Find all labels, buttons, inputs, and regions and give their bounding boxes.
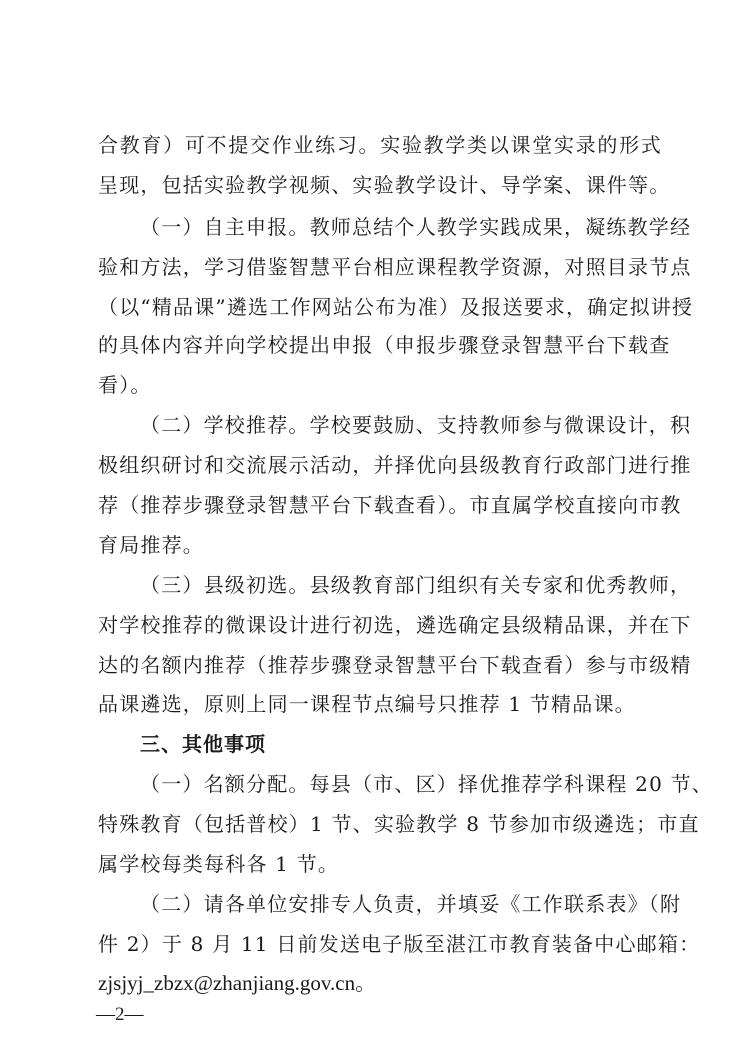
paragraph-line: 验和方法，学习借鉴智慧平台相应课程教学资源，对照目录节点 [98, 255, 692, 279]
paragraph-line: （一）自主申报。教师总结个人教学实践成果，凝练教学经 [140, 215, 692, 239]
paragraph-line: （一）名额分配。每县（市、区）择优推荐学科课程 20 节、 [140, 772, 713, 796]
paragraph-line: （二）学校推荐。学校要鼓励、支持教师参与微课设计，积 [140, 413, 692, 437]
paragraph-line: （以“精品课”遴选工作网站公布为准）及报送要求，确定拟讲授 [98, 295, 694, 319]
paragraph-line: 对学校推荐的微课设计进行初选，遴选确定县级精品课，并在下 [98, 613, 692, 637]
section-heading: 三、其他事项 [140, 732, 266, 756]
paragraph-line: 极组织研讨和交流展示活动，并择优向县级教育行政部门进行推 [98, 453, 692, 477]
paragraph-line: 品课遴选，原则上同一课程节点编号只推荐 1 节精品课。 [98, 692, 636, 716]
paragraph-line: 育局推荐。 [98, 533, 204, 557]
paragraph-line: 达的名额内推荐（推荐步骤登录智慧平台下载查看）参与市级精 [98, 653, 692, 677]
paragraph-line: 呈现，包括实验教学视频、实验教学设计、导学案、课件等。 [98, 173, 671, 197]
paragraph-line: 属学校每类每科各 1 节。 [98, 852, 340, 876]
paragraph-line: 的具体内容并向学校提出申报（申报步骤登录智慧平台下载查 [98, 333, 671, 357]
paragraph-line: （二）请各单位安排专人负责，并填妥《工作联系表》（附 [140, 892, 682, 916]
paragraph-line: 件 2）于 8 月 11 日前发送电子版至湛江市教育装备中心邮箱： [98, 932, 701, 956]
paragraph-line: 特殊教育（包括普校）1 节、实验教学 8 节参加市级遴选；市直 [98, 812, 700, 836]
page-number: —2— [96, 1004, 144, 1025]
paragraph-line: （三）县级初选。县级教育部门组织有关专家和优秀教师， [140, 573, 692, 597]
paragraph-line: 合教育）可不提交作业练习。实验教学类以课堂实录的形式 [98, 133, 662, 157]
paragraph-line: 看）。 [98, 373, 152, 397]
paragraph-line: 荐（推荐步骤登录智慧平台下载查看）。市直属学校直接向市教 [98, 493, 682, 517]
email-address: zjsjyj_zbzx@zhanjiang.gov.cn。 [98, 971, 377, 995]
